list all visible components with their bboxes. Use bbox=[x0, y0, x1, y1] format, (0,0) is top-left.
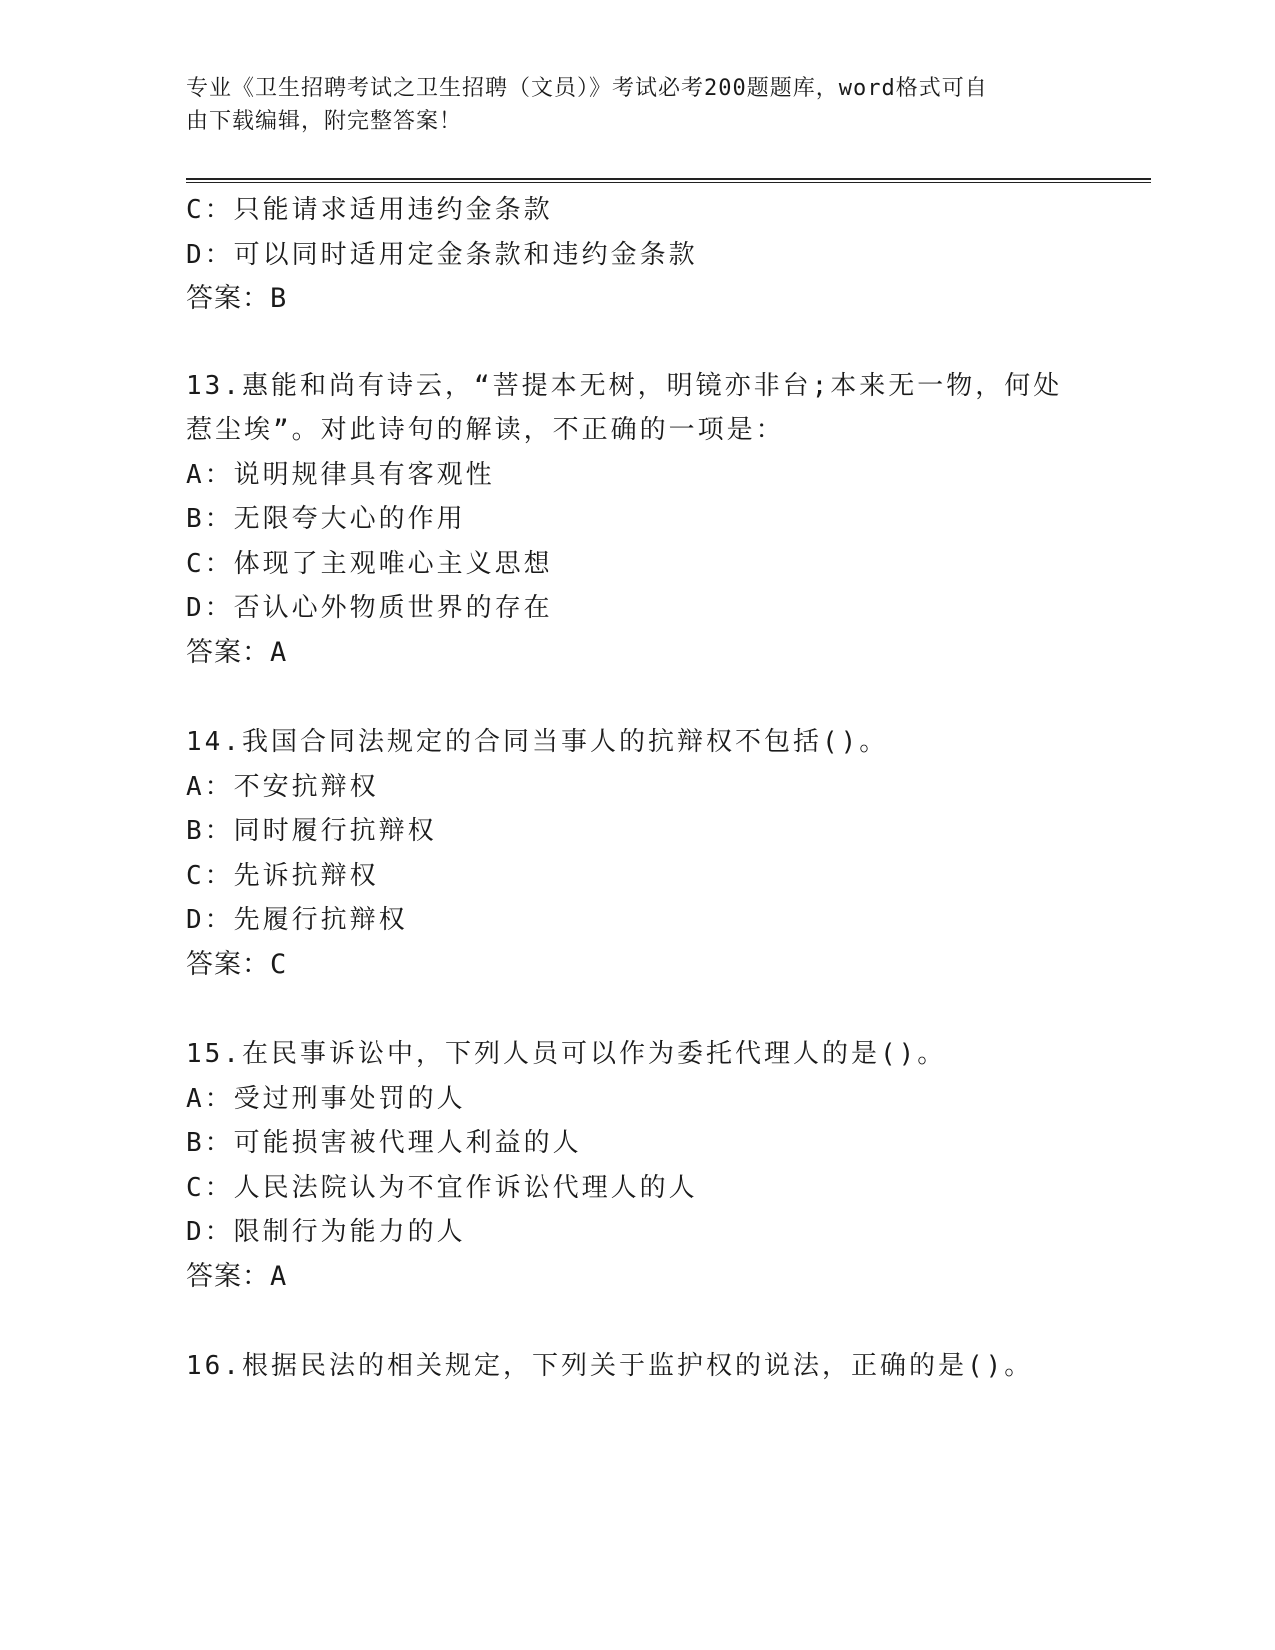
q14-option-c: C：先诉抗辩权 bbox=[186, 861, 379, 891]
q13-stem-line-2: 惹尘埃”。对此诗句的解读，不正确的一项是： bbox=[186, 415, 785, 445]
answer-value: B bbox=[270, 283, 288, 314]
q14-stem: 14.我国合同法规定的合同当事人的抗辩权不包括()。 bbox=[186, 727, 889, 757]
answer-label: 答案： bbox=[186, 283, 270, 314]
q15-option-d: D：限制行为能力的人 bbox=[186, 1217, 466, 1247]
q13-option-b: B：无限夸大心的作用 bbox=[186, 504, 466, 534]
q14-option-d: D：先履行抗辩权 bbox=[186, 905, 408, 935]
answer-label: 答案： bbox=[186, 637, 270, 668]
answer-value: A bbox=[270, 1261, 288, 1292]
q15-stem: 15.在民事诉讼中，下列人员可以作为委托代理人的是()。 bbox=[186, 1039, 947, 1069]
q13-stem-line-1: 13.惠能和尚有诗云，“菩提本无树，明镜亦非台;本来无一物，何处 bbox=[186, 371, 1063, 401]
answer-value: C bbox=[270, 949, 288, 980]
answer-value: A bbox=[270, 637, 288, 668]
answer-label: 答案： bbox=[186, 1261, 270, 1292]
document-header bbox=[186, 72, 1066, 138]
q14-option-b: B：同时履行抗辩权 bbox=[186, 816, 437, 846]
q15-option-b: B：可能损害被代理人利益的人 bbox=[186, 1128, 582, 1158]
q13-option-a: A：说明规律具有客观性 bbox=[186, 460, 495, 490]
q14-option-a: A：不安抗辩权 bbox=[186, 772, 379, 802]
q13-answer bbox=[186, 637, 287, 669]
q15-answer bbox=[186, 1261, 287, 1293]
q15-option-c: C：人民法院认为不宜作诉讼代理人的人 bbox=[186, 1173, 698, 1203]
header-line-2: 由下载编辑，附完整答案！ bbox=[186, 109, 463, 134]
header-divider bbox=[186, 178, 1151, 183]
q14-answer bbox=[186, 949, 287, 981]
q12-option-d: D：可以同时适用定金条款和违约金条款 bbox=[186, 240, 698, 270]
q13-option-c: C：体现了主观唯心主义思想 bbox=[186, 549, 553, 579]
q12-option-c: C：只能请求适用违约金条款 bbox=[186, 195, 553, 225]
q16-stem: 16.根据民法的相关规定，下列关于监护权的说法，正确的是()。 bbox=[186, 1351, 1034, 1381]
header-line-1: 专业《卫生招聘考试之卫生招聘（文员）》考试必考200题题库，word格式可自 bbox=[186, 76, 988, 101]
answer-label: 答案： bbox=[186, 949, 270, 980]
q15-option-a: A：受过刑事处罚的人 bbox=[186, 1084, 466, 1114]
q13-option-d: D：否认心外物质世界的存在 bbox=[186, 593, 553, 623]
q12-answer bbox=[186, 283, 287, 315]
